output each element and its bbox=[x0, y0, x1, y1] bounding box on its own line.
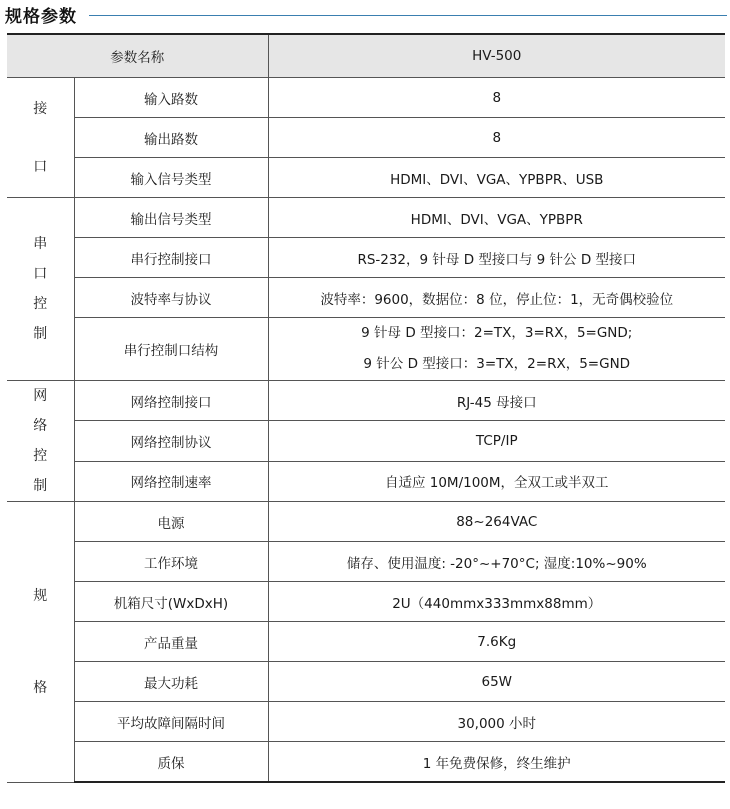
row-value: RS-232，9 针母 D 型接口与 9 针公 D 型接口 bbox=[268, 238, 725, 278]
row-name: 平均故障间隔时间 bbox=[74, 702, 268, 742]
row-value: 88~264VAC bbox=[268, 502, 725, 542]
group-label-network: 网 络 控 制 bbox=[7, 381, 74, 502]
table-row bbox=[7, 198, 725, 238]
table-row bbox=[7, 118, 725, 158]
row-value: HDMI、DVI、VGA、YPBPR bbox=[268, 198, 725, 238]
row-value bbox=[268, 318, 725, 381]
table-row bbox=[7, 582, 725, 622]
group-label-serial: 串 口 控 制 bbox=[7, 198, 74, 381]
row-value: 自适应 10M/100M，全双工或半双工 bbox=[268, 461, 725, 501]
table-row bbox=[7, 381, 725, 421]
row-value: 65W bbox=[268, 662, 725, 702]
row-name: 输出信号类型 bbox=[74, 198, 268, 238]
section-title: 规格参数 bbox=[5, 7, 77, 27]
spec-table bbox=[7, 33, 725, 783]
table-row bbox=[7, 622, 725, 662]
group-label-spec: 规 格 bbox=[7, 502, 74, 783]
group-label-interface: 接 口 bbox=[7, 78, 74, 198]
row-value: 波特率：9600，数据位：8 位，停止位：1，无奇偶校验位 bbox=[268, 278, 725, 318]
row-name: 波特率与协议 bbox=[74, 278, 268, 318]
row-name: 工作环境 bbox=[74, 542, 268, 582]
header-model: HV-500 bbox=[268, 34, 725, 78]
row-value-line: 9 针公 D 型接口：3=TX，2=RX，5=GND bbox=[363, 356, 631, 372]
row-name: 串行控制口结构 bbox=[74, 318, 268, 381]
row-name: 网络控制速率 bbox=[74, 461, 268, 501]
row-name: 串行控制接口 bbox=[74, 238, 268, 278]
table-row bbox=[7, 318, 725, 381]
row-value: 8 bbox=[268, 118, 725, 158]
table-row bbox=[7, 502, 725, 542]
row-value-line: 9 针母 D 型接口：2=TX，3=RX，5=GND; bbox=[361, 325, 633, 341]
table-row bbox=[7, 278, 725, 318]
row-name: 产品重量 bbox=[74, 622, 268, 662]
row-value: 7.6Kg bbox=[268, 622, 725, 662]
title-divider-line bbox=[89, 15, 727, 16]
table-row bbox=[7, 461, 725, 501]
row-name: 输出路数 bbox=[74, 118, 268, 158]
row-value: 2U（440mmx333mmx88mm） bbox=[268, 582, 725, 622]
table-row bbox=[7, 238, 725, 278]
row-value: HDMI、DVI、VGA、YPBPR、USB bbox=[268, 158, 725, 198]
row-name: 质保 bbox=[74, 742, 268, 783]
table-row bbox=[7, 542, 725, 582]
row-value: 8 bbox=[268, 78, 725, 118]
row-value: 30,000 小时 bbox=[268, 702, 725, 742]
table-row bbox=[7, 421, 725, 461]
row-name: 机箱尺寸(WxDxH) bbox=[74, 582, 268, 622]
table-row bbox=[7, 742, 725, 783]
table-row bbox=[7, 78, 725, 118]
row-name: 网络控制接口 bbox=[74, 381, 268, 421]
table-header-row bbox=[7, 34, 725, 78]
row-value: 1 年免费保修，终生维护 bbox=[268, 742, 725, 783]
table-row bbox=[7, 158, 725, 198]
row-name: 网络控制协议 bbox=[74, 421, 268, 461]
row-value: RJ-45 母接口 bbox=[268, 381, 725, 421]
table-row bbox=[7, 702, 725, 742]
row-value: TCP/IP bbox=[268, 421, 725, 461]
row-name: 最大功耗 bbox=[74, 662, 268, 702]
header-param-name: 参数名称 bbox=[7, 34, 268, 78]
row-name: 电源 bbox=[74, 502, 268, 542]
row-value: 储存、使用温度: -20°~+70°C; 湿度:10%~90% bbox=[268, 542, 725, 582]
table-row bbox=[7, 662, 725, 702]
section-header bbox=[5, 0, 727, 30]
row-name: 输入信号类型 bbox=[74, 158, 268, 198]
row-name: 输入路数 bbox=[74, 78, 268, 118]
